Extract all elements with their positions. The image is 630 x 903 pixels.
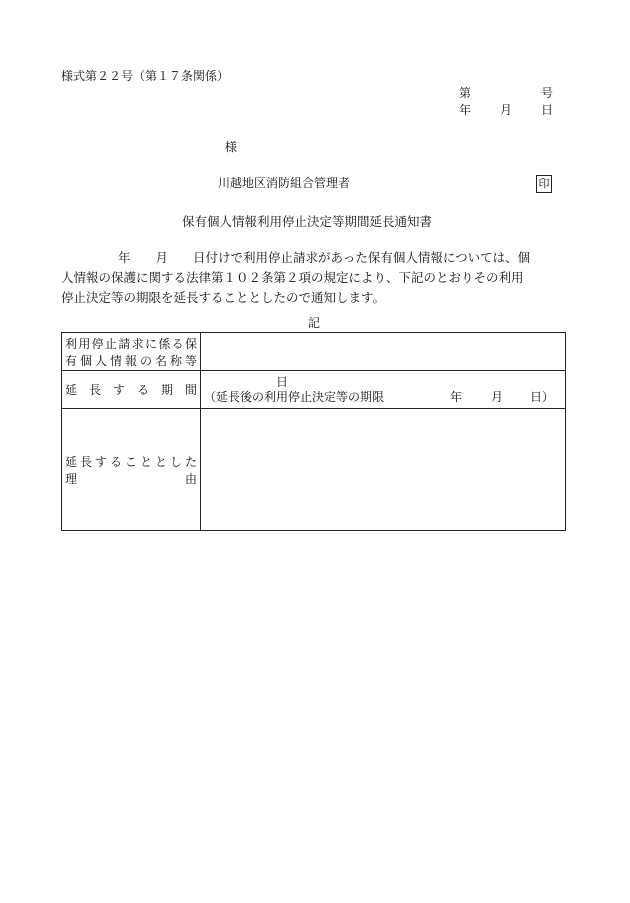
body-line-2: 人情報の保護に関する法律第１０２条第２項の規定により、下記のとおりその利用 — [61, 270, 524, 285]
date-month: 月 — [500, 103, 513, 117]
reason-label-cell — [62, 409, 201, 531]
notice-table — [61, 332, 566, 531]
reason-label-yu: 由 — [184, 471, 197, 486]
period-value-cell — [201, 371, 566, 409]
addressee-suffix: 様 — [225, 140, 238, 154]
date-year: 年 — [459, 103, 472, 117]
period-label: 延長する期間 — [65, 383, 197, 397]
reason-label-line-2 — [65, 470, 197, 487]
body-text — [61, 248, 567, 308]
deadline-day: 日） — [530, 389, 555, 404]
name-value-cell — [201, 333, 566, 371]
doc-number-suffix: 号 — [541, 86, 554, 100]
period-label-cell — [62, 371, 201, 409]
name-label-cell — [62, 333, 201, 371]
table-row — [62, 409, 566, 531]
deadline-year: 年 — [450, 389, 463, 404]
table-row — [62, 371, 566, 409]
reason-label-line-1: 延長することとした — [65, 454, 197, 469]
form-reference: 様式第２２号（第１７条関係） — [61, 69, 230, 83]
seal-box: 印 — [536, 175, 552, 193]
ki-heading: 記 — [308, 316, 321, 330]
deadline-month: 月 — [491, 389, 504, 404]
reason-label-ri: 理 — [65, 471, 78, 486]
doc-number-prefix: 第 — [459, 86, 472, 100]
body-line-3: 停止決定等の期限を延長することとしたので通知します。 — [61, 290, 386, 305]
name-label-line-2: 有個人情報の名称等 — [65, 353, 197, 368]
date-day: 日 — [541, 103, 554, 117]
reason-value-cell — [201, 409, 566, 531]
deadline-note-text: （延長後の利用停止決定等の期限 — [204, 389, 385, 404]
deadline-note — [204, 389, 562, 405]
period-days: 日 — [276, 374, 289, 389]
body-line-1: 年 月 日付けで利用停止請求があった保有個人情報については、個 — [118, 250, 531, 265]
table-row — [62, 333, 566, 371]
sender-name: 川越地区消防組合管理者 — [218, 176, 351, 190]
name-label-line-1: 利用停止請求に係る保 — [65, 336, 197, 351]
document-title: 保有個人情報利用停止決定等期間延長通知書 — [182, 214, 433, 229]
